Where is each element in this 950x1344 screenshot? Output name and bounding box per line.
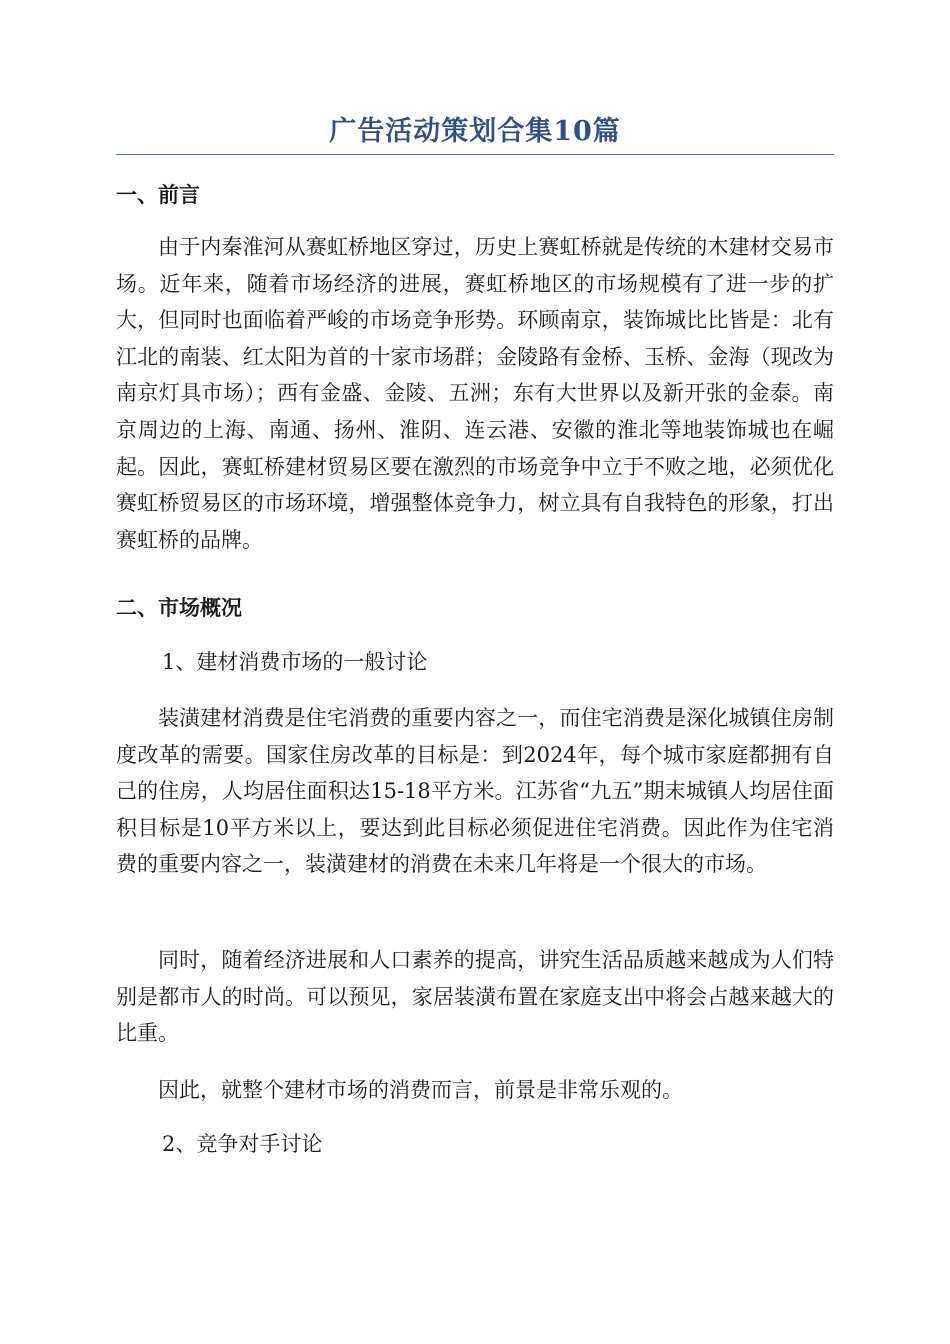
market-paragraph-3: 因此，就整个建材市场的消费而言，前景是非常乐观的。 (158, 1078, 683, 1102)
subsection-competitor-analysis: 2、竞争对手讨论 (162, 1132, 323, 1156)
market-paragraph-1: 装潢建材消费是住宅消费的重要内容之一，而住宅消费是深化城镇住房制度改革的需要。国家住房改革的目标是：到2024年，每个城市家庭都拥有自己的住房，人均居住面积达15-18平方米。江苏省“九五”期末城镇人均居住面积目标是10平方米以上，要达到此目标必须促进住宅消费。因此作为住宅消费的重要内容之一，装潢建材的消费在未来几年将是一个很大的市场。 (116, 706, 834, 877)
document-page (116, 110, 834, 1156)
market-paragraph-2: 同时，随着经济进展和人口素养的提高，讲究生活品质越来越成为人们特别是都市人的时尚。可以预见，家居装潢布置在家庭支出中将会占越来越大的比重。 (116, 948, 834, 1046)
subsection-building-materials: 1、建材消费市场的一般讨论 (162, 650, 428, 674)
section-heading-market-overview: 二、市场概况 (116, 595, 242, 620)
section-heading-preface: 一、前言 (116, 182, 200, 207)
title-underline (116, 154, 834, 155)
document-title: 广告活动策划合集10篇 (329, 116, 621, 147)
preface-paragraph: 由于内秦淮河从赛虹桥地区穿过，历史上赛虹桥就是传统的木建材交易市场。近年来，随着市场经济的进展，赛虹桥地区的市场规模有了进一步的扩大，但同时也面临着严峻的市场竞争形势。环顾南京，装饰城比比皆是：北有江北的南装、红太阳为首的十家市场群；金陵路有金桥、玉桥、金海（现改为南京灯具市场）；西有金盛、金陵、五洲；东有大世界以及新开张的金泰。南京周边的上海、南通、扬州、淮阴、连云港、安徽的淮北等地装饰城也在崛起。因此，赛虹桥建材贸易区要在激烈的市场竞争中立于不败之地，必须优化赛虹桥贸易区的市场环境，增强整体竞争力，树立具有自我特色的形象，打出赛虹桥的品牌。 (116, 235, 834, 552)
